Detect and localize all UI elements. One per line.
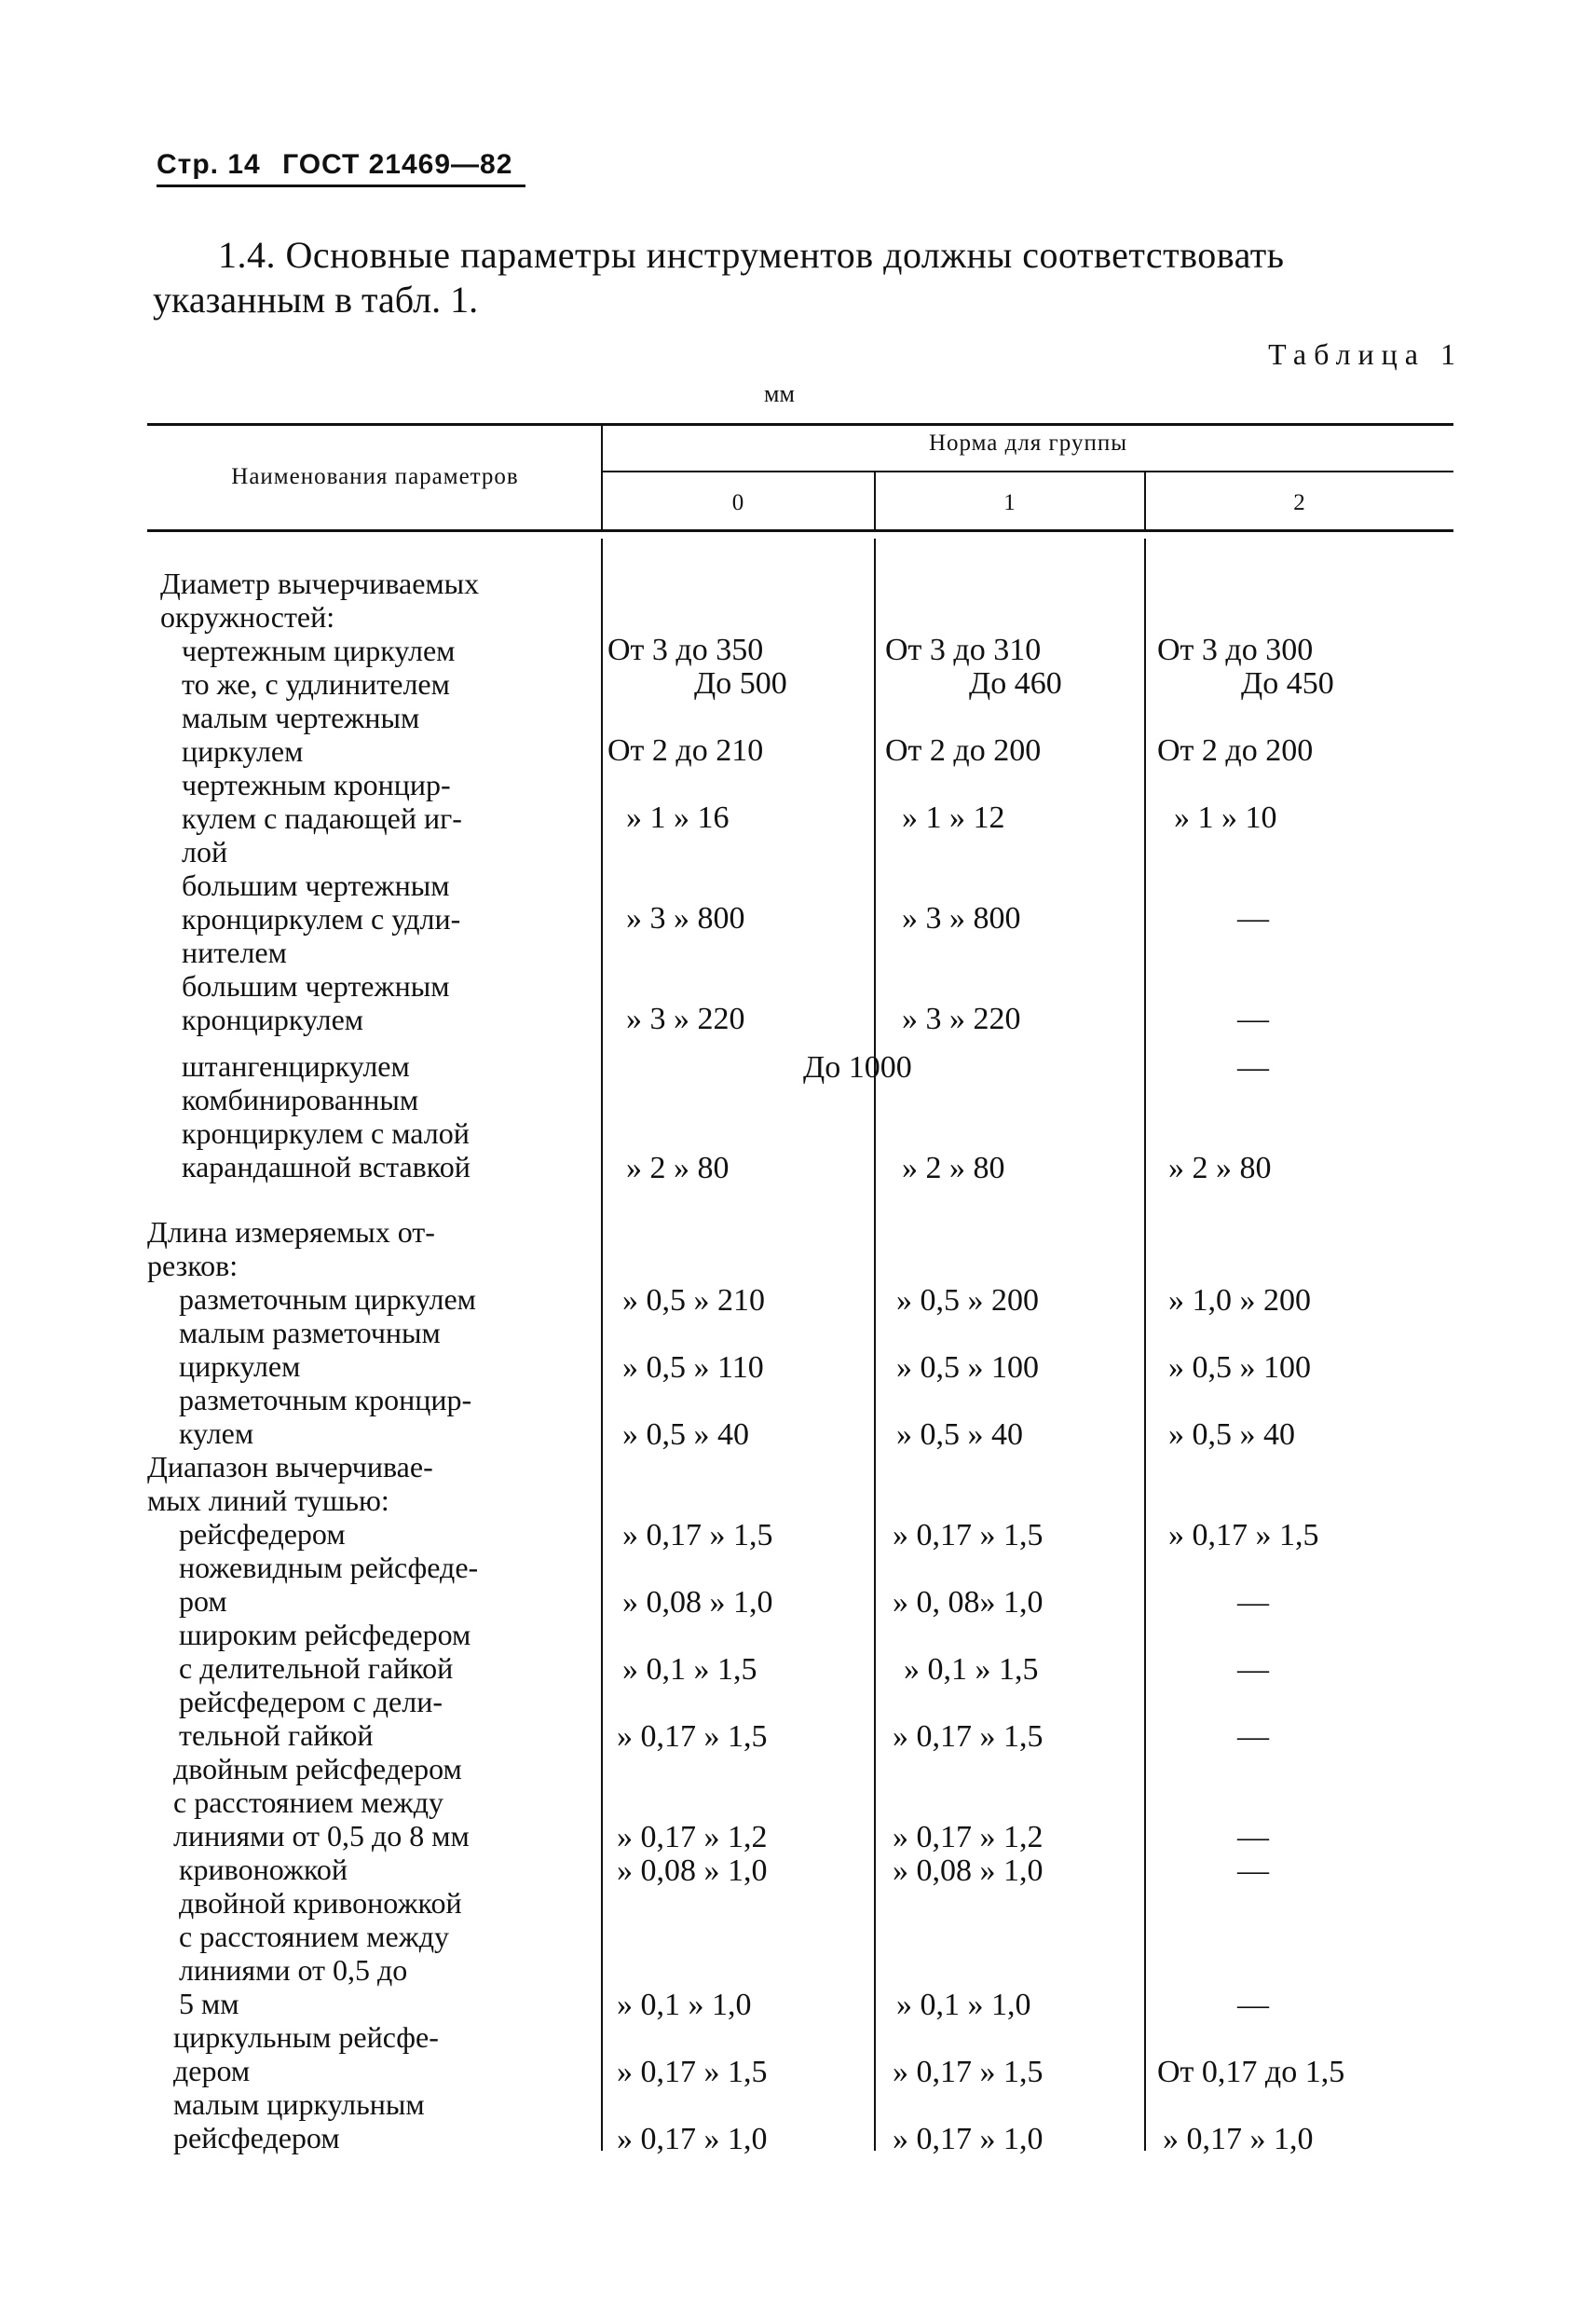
param-compass-ruling-pen: циркульным рейсфе- дером xyxy=(173,2020,439,2087)
val-g1-row16: » 0,1 » 1,5 xyxy=(904,1652,1039,1687)
val-g2-row7: — xyxy=(1237,1050,1269,1085)
group-header-rule xyxy=(601,471,1453,472)
val-g0-row18: » 0,17 » 1,2 xyxy=(617,1820,768,1854)
val-g2-row21: От 0,17 до 1,5 xyxy=(1157,2055,1345,2089)
param-knife-ruling-pen: ножевидным рейсфеде- ром xyxy=(179,1551,479,1618)
val-g2-row22: » 0,17 » 1,0 xyxy=(1163,2122,1314,2156)
page-header xyxy=(157,149,525,187)
page-number: Стр. 14 xyxy=(157,149,261,180)
val-g1-row22: » 0,17 » 1,0 xyxy=(893,2122,1044,2156)
val-g1-row15: » 0, 08» 1,0 xyxy=(893,1585,1044,1620)
val-g0-row17: » 0,17 » 1,5 xyxy=(617,1719,768,1754)
val-g2-row8: » 2 » 80 xyxy=(1168,1151,1272,1185)
val-g2-row2: До 450 xyxy=(1241,666,1334,701)
param-large-bow: большим чертежным кронциркулем xyxy=(182,969,450,1036)
val-g0-row16: » 0,1 » 1,5 xyxy=(622,1652,757,1687)
param-double-curve-pen: двойной кривоножкой с расстоянием между линиями от 0,5 до 5 мм xyxy=(179,1886,462,2020)
group-2-header: 2 xyxy=(1293,490,1306,515)
val-g1-row10: » 0,5 » 200 xyxy=(896,1283,1039,1318)
param-small-marking-compass: малым разметочным циркулем xyxy=(179,1316,441,1383)
val-g0-row15: » 0,08 » 1,0 xyxy=(622,1585,773,1620)
val-g2-row14: » 0,17 » 1,5 xyxy=(1168,1518,1319,1552)
val-g2-row20: — xyxy=(1237,1988,1269,2022)
val-g2-row1: От 3 до 300 xyxy=(1157,633,1314,667)
intro-paragraph xyxy=(153,233,1457,322)
val-g1-row11: » 0,5 » 100 xyxy=(896,1350,1039,1385)
norm-column-header: Норма для группы xyxy=(928,431,1128,456)
val-g2-row6: — xyxy=(1237,1002,1269,1036)
val-g1-row6: » 3 » 220 xyxy=(902,1002,1021,1036)
val-g2-row15: — xyxy=(1237,1585,1269,1620)
val-g0-row12: » 0,5 » 40 xyxy=(622,1417,749,1452)
val-g2-row12: » 0,5 » 40 xyxy=(1168,1417,1295,1452)
val-g1-row14: » 0,17 » 1,5 xyxy=(893,1518,1044,1552)
val-g0-row10: » 0,5 » 210 xyxy=(622,1283,765,1318)
val-g1-row20: » 0,1 » 1,0 xyxy=(896,1988,1031,2022)
param-small-compass: малым чертежным циркулем xyxy=(182,701,420,768)
val-g0-row3: От 2 до 210 xyxy=(607,733,764,768)
param-with-extender: то же, с удлинителем xyxy=(182,667,450,701)
val-g1-row12: » 0,5 » 40 xyxy=(896,1417,1023,1452)
param-diameter-heading: Диаметр вычерчиваемых окружностей: xyxy=(160,567,480,634)
val-g1-row4: » 1 » 12 xyxy=(902,800,1005,835)
param-ruling-pen: рейсфедером xyxy=(179,1517,346,1551)
param-marking-compass: разметочным циркулем xyxy=(179,1282,476,1316)
val-g0-g1-row7: До 1000 xyxy=(803,1050,912,1085)
val-g2-row11: » 0,5 » 100 xyxy=(1168,1350,1311,1385)
body-divider-g1 xyxy=(874,539,876,2151)
val-g0-row8: » 2 » 80 xyxy=(626,1151,730,1185)
intro-line-2: указанным в табл. 1. xyxy=(153,279,479,321)
body-divider-main xyxy=(601,539,603,2151)
param-caliper: штангенциркулем xyxy=(182,1049,410,1083)
table-units: мм xyxy=(764,380,795,407)
param-drop-bow: чертежным кронцир- кулем с падающей иг- лой xyxy=(182,768,462,868)
val-g2-row4: » 1 » 10 xyxy=(1174,800,1277,835)
val-g1-row21: » 0,17 » 1,5 xyxy=(893,2055,1044,2089)
val-g1-row17: » 0,17 » 1,5 xyxy=(893,1719,1044,1754)
table-header-bottom-rule xyxy=(147,529,1453,532)
val-g2-row16: — xyxy=(1237,1652,1269,1687)
table-top-rule xyxy=(147,423,1453,426)
param-wide-ruling-pen: широким рейсфедером с делительной гайкой xyxy=(179,1618,471,1685)
val-g0-row1: От 3 до 350 xyxy=(607,633,764,667)
group-1-header: 1 xyxy=(1003,490,1016,515)
standard-number: ГОСТ 21469—82 xyxy=(282,149,513,180)
val-g0-row4: » 1 » 16 xyxy=(626,800,730,835)
val-g0-row21: » 0,17 » 1,5 xyxy=(617,2055,768,2089)
val-g2-row17: — xyxy=(1237,1719,1269,1754)
param-ruling-pen-divider: рейсфедером с дели- тельной гайкой xyxy=(179,1685,443,1752)
val-g2-row10: » 1,0 » 200 xyxy=(1168,1283,1311,1318)
val-g0-row22: » 0,17 » 1,0 xyxy=(617,2122,768,2156)
val-g1-row3: От 2 до 200 xyxy=(885,733,1042,768)
val-g0-row5: » 3 » 800 xyxy=(626,901,745,936)
body-divider-g2 xyxy=(1144,539,1146,2151)
val-g0-row6: » 3 » 220 xyxy=(626,1002,745,1036)
intro-line-1: 1.4. Основные параметры инструментов должны соответствовать xyxy=(218,234,1285,276)
val-g0-row2: До 500 xyxy=(694,666,787,701)
param-large-bow-extender: большим чертежным кронциркулем с удли- нителем xyxy=(182,868,461,969)
val-g1-row19: » 0,08 » 1,0 xyxy=(893,1853,1044,1888)
group-0-header: 0 xyxy=(731,490,745,515)
val-g1-row18: » 0,17 » 1,2 xyxy=(893,1820,1044,1854)
param-double-ruling-pen: двойным рейсфедером с расстоянием между линиями от 0,5 до 8 мм xyxy=(173,1752,470,1853)
param-small-compass-ruling-pen: малым циркульным рейсфедером xyxy=(173,2087,425,2154)
param-range-heading: Диапазон вычерчивае- мых линий тушью: xyxy=(147,1450,433,1517)
val-g2-row18: — xyxy=(1237,1820,1269,1854)
val-g2-row19: — xyxy=(1237,1853,1269,1888)
val-g0-row11: » 0,5 » 110 xyxy=(622,1350,764,1385)
val-g0-row20: » 0,1 » 1,0 xyxy=(617,1988,752,2022)
val-g1-row5: » 3 » 800 xyxy=(902,901,1021,936)
val-g0-row14: » 0,17 » 1,5 xyxy=(622,1518,773,1552)
val-g2-row5: — xyxy=(1237,901,1269,936)
table-caption: Таблица 1 xyxy=(1268,337,1463,371)
param-drawing-compass: чертежным циркулем xyxy=(182,634,456,667)
param-curve-pen: кривоножкой xyxy=(179,1853,348,1886)
val-g0-row19: » 0,08 » 1,0 xyxy=(617,1853,768,1888)
val-g1-row1: От 3 до 310 xyxy=(885,633,1042,667)
param-column-header: Наименования параметров xyxy=(231,464,519,489)
val-g1-row2: До 460 xyxy=(969,666,1062,701)
val-g1-row8: » 2 » 80 xyxy=(902,1151,1005,1185)
param-combined-bow: комбинированным кронциркулем с малой карандашной вставкой xyxy=(182,1083,471,1183)
param-marking-bow: разметочным кронцир- кулем xyxy=(179,1383,472,1450)
param-length-heading: Длина измеряемых от- резков: xyxy=(147,1215,435,1282)
val-g2-row3: От 2 до 200 xyxy=(1157,733,1314,768)
